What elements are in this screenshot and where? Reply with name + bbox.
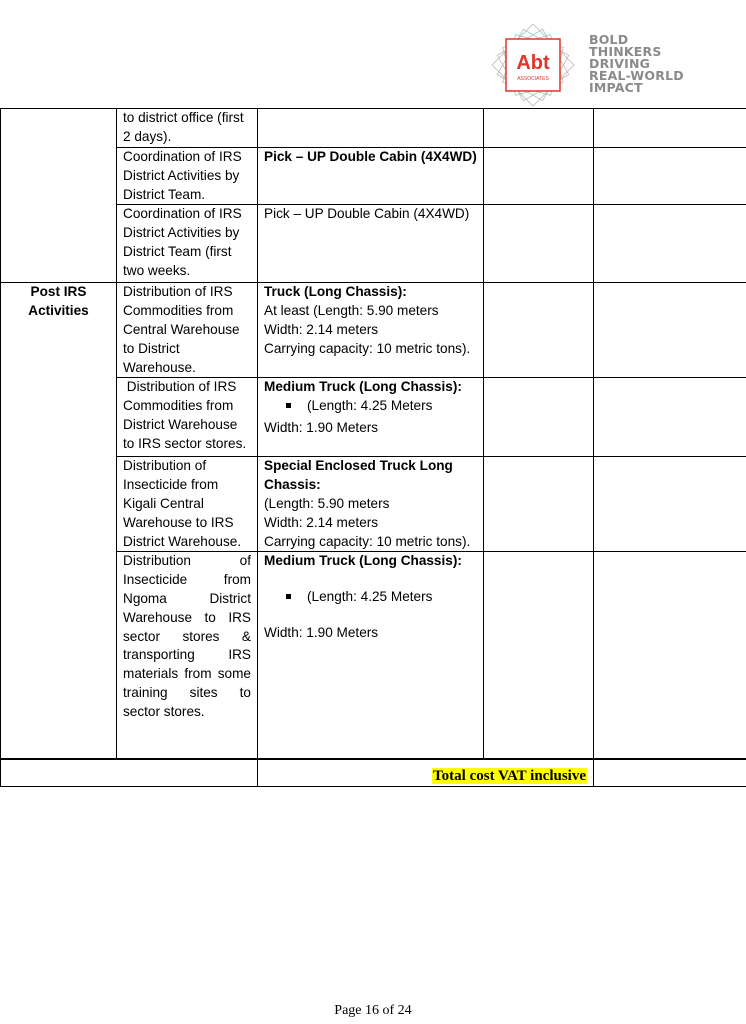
vehicle-spec: Width: 1.90 Meters [264, 419, 379, 435]
vehicle-text: Pick – UP Double Cabin (4X4WD) [264, 206, 470, 222]
vehicle-title: Pick – UP Double Cabin (4X4WD) [264, 149, 477, 164]
quantity-cell [484, 283, 594, 378]
vehicle-title: Truck (Long Chassis): [264, 284, 407, 300]
vehicle-spec: Carrying capacity: 10 metric tons). [264, 340, 471, 356]
cost-cell [594, 378, 746, 457]
bullet-text: (Length: 4.25 Meters [307, 589, 433, 605]
brand-tagline [589, 34, 739, 94]
cost-cell [594, 205, 746, 283]
vehicle-spec: At least (Length: 5.90 meters [264, 303, 439, 319]
vehicle-spec: Carrying capacity: 10 metric tons). [264, 533, 471, 549]
total-label-cell [258, 759, 594, 787]
quantity-cell [484, 109, 594, 148]
quantity-cell [484, 148, 594, 205]
tagline-line: IMPACT [589, 80, 643, 95]
quantity-cell [484, 552, 594, 759]
vehicle-cell [258, 109, 484, 148]
activity-cell: Distribution of IRS Commodities from Central Warehouse to District Warehouse. [117, 283, 258, 378]
abt-associates-logo [490, 22, 576, 108]
cost-cell [594, 109, 746, 148]
tagline-line: DRIVING [589, 56, 651, 71]
activity-cell: Coordination of IRS District Activities by District Team. [117, 148, 258, 205]
vehicle-title: Special Enclosed Truck Long Chassis: [264, 458, 453, 493]
vehicle-cell [258, 457, 484, 552]
total-row [1, 759, 746, 787]
activity-cell: Distribution of Insecticide from Ngoma District Warehouse to IRS sector stores & transporting IRS materials from some training sites to sector stores. [117, 552, 258, 759]
table-row [1, 109, 746, 148]
total-value-cell [594, 759, 746, 787]
phase-cell [1, 283, 117, 759]
phase-cell-empty [1, 109, 117, 283]
vehicle-cell [258, 148, 484, 205]
cost-cell [594, 552, 746, 759]
table-row [1, 283, 746, 378]
bullet-icon [286, 594, 291, 599]
cost-cell [594, 148, 746, 205]
bullet-item [264, 588, 477, 607]
cost-cell [594, 283, 746, 378]
vehicle-requirements-table [0, 108, 746, 787]
vehicle-title: Medium Truck (Long Chassis): [264, 379, 462, 395]
quantity-cell [484, 378, 594, 457]
vehicle-title: Medium Truck (Long Chassis): [264, 553, 462, 569]
tagline-line: BOLD [589, 32, 629, 47]
activity-cell: Distribution of Insecticide from Kigali Central Warehouse to IRS District Warehouse. [117, 457, 258, 552]
quantity-cell [484, 205, 594, 283]
vehicle-spec: (Length: 5.90 meters [264, 495, 390, 511]
vehicle-cell [258, 552, 484, 759]
logo-subtext: ASSOCIATES [517, 76, 549, 82]
cost-cell [594, 457, 746, 552]
vehicle-cell [258, 283, 484, 378]
vehicle-cell [258, 205, 484, 283]
vehicle-spec: Width: 2.14 meters [264, 514, 379, 530]
page-number: Page 16 of 24 [334, 1003, 412, 1018]
vehicle-cell [258, 378, 484, 457]
phase-label: Post IRS Activities [28, 284, 89, 319]
quantity-cell [484, 457, 594, 552]
bullet-item [264, 397, 477, 416]
total-label: Total cost VAT inclusive [433, 768, 586, 785]
total-blank-cell [1, 759, 258, 787]
tagline-line: THINKERS [589, 44, 662, 59]
activity-cell: to district office (first 2 days). [117, 109, 258, 148]
logo-wordmark: Abt [516, 52, 550, 74]
activity-cell: Coordination of IRS District Activities by District Team (first two weeks. [117, 205, 258, 283]
vehicle-spec: Width: 2.14 meters [264, 321, 379, 337]
tagline-line: REAL-WORLD [589, 68, 684, 83]
activity-cell: Distribution of IRS Commodities from District Warehouse to IRS sector stores. [117, 378, 258, 457]
bullet-text: (Length: 4.25 Meters [307, 398, 433, 414]
vehicle-spec: Width: 1.90 Meters [264, 624, 379, 640]
bullet-icon [286, 403, 291, 408]
